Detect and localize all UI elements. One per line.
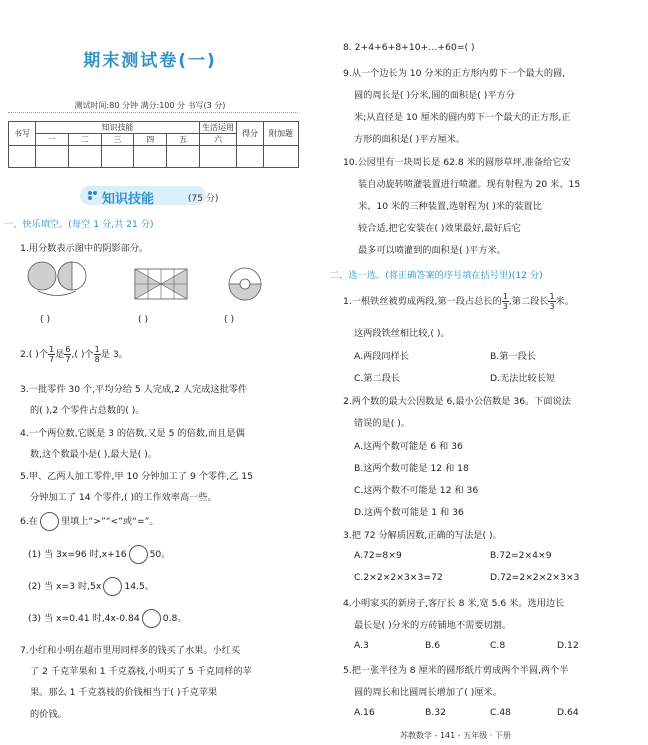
blank-cell — [237, 146, 264, 168]
s4-option-b[interactable]: B.6 — [425, 640, 441, 651]
q7-line-4: 的价钱。 — [30, 709, 67, 720]
s4-option-c[interactable]: C.8 — [490, 640, 506, 651]
part2-heading: 二、选一选。(将正确答案的序号填在括号里)(12 分) — [330, 270, 543, 281]
s2-line-2: 错误的是( )。 — [354, 418, 411, 429]
q5-line-1: 5.甲、乙两人加工零件,甲 10 分钟加工了 9 个零件,乙 15 — [20, 471, 253, 482]
q9-line-2: 圆的周长是( )分米,圆的面积是( )平方分 — [354, 90, 515, 101]
blank-cell — [134, 146, 167, 168]
s1-option-b[interactable]: B.第一段长 — [490, 351, 536, 362]
s2-option-c[interactable]: C.这两个数不可能是 12 和 36 — [354, 485, 479, 496]
cell-col-5: 五 — [167, 134, 200, 146]
s4-line-2: 最长是( )分米的方砖铺地不需要切割。 — [354, 620, 512, 631]
fraction: $\frac{1}{3}$ — [549, 292, 555, 311]
s3-option-b[interactable]: B.72=2×4×9 — [490, 550, 552, 561]
answer-circle[interactable] — [103, 577, 122, 596]
cell-col-2: 二 — [68, 134, 101, 146]
s5-line-1: 5.把一张半径为 8 厘米的圆形纸片剪成两个半圆,两个半 — [343, 665, 569, 676]
q10-line-2: 装自动旋转喷灌装置进行喷灌。现有射程为 20 米、15 — [358, 179, 581, 190]
q7-line-3: 果。那么 1 千克荔枝的价钱相当于( )千克苹果 — [30, 687, 218, 698]
page-footer: 苏教数学 - 141 - 五年级 · 下册 — [400, 731, 511, 740]
s3-option-c[interactable]: C.2×2×2×3×3=72 — [354, 572, 443, 583]
s2-line-1: 2.两个数的最大公因数是 6,最小公倍数是 36。下面说法 — [343, 396, 571, 407]
s4-option-a[interactable]: A.3 — [354, 640, 369, 651]
blank-cell — [101, 146, 134, 168]
q6-1: (1) 当 3x=96 时,x+16 50。 — [28, 545, 170, 564]
answer-circle[interactable] — [142, 609, 161, 628]
blank-cell — [264, 146, 299, 168]
q6-text: 6.在 里填上“>”“<”或“=”。 — [20, 512, 159, 531]
blank-cell — [200, 146, 237, 168]
q2-text: 2.( )个 $\frac{1}{7}$ 是 $\frac{6}{7}$ ,( )个 $\frac{1}{8}$ 是 3。 — [20, 345, 128, 364]
test-meta: 测试时间:80 分钟 满分:100 分 书写(3 分) — [74, 101, 226, 110]
s2-option-a[interactable]: A.这两个数可能是 6 和 36 — [354, 441, 463, 452]
cell-col-3: 三 — [101, 134, 134, 146]
s1-text: 1.一根铁丝被剪成两段,第一段占总长的 $\frac{1}{3}$ ,第二段长 $\frac{1}{3}$ 米。 — [343, 292, 574, 311]
blank-cell — [36, 146, 69, 168]
cell-defen: 得分 — [237, 122, 264, 146]
blank-cell — [68, 146, 101, 168]
s3-line-1: 3.把 72 分解质因数,正确的写法是( )。 — [343, 530, 502, 541]
cell-shuxie: 书写 — [9, 122, 36, 146]
page-title: 期末测试卷(一) — [83, 51, 217, 71]
q10-line-5: 最多可以喷灌到的面积是( )平方米。 — [358, 245, 506, 256]
q8-text: 8. 2+4+6+8+10+…+60=( ) — [343, 42, 475, 53]
q1-text: 1.用分数表示图中的阴影部分。 — [20, 243, 149, 254]
fraction: $\frac{1}{8}$ — [94, 345, 100, 364]
rectangle-figure — [134, 268, 190, 302]
q4-line-2: 数,这个数最小是( ),最大是( )。 — [30, 449, 158, 460]
dotted-divider — [8, 112, 298, 113]
q7-line-1: 7.小红和小明在超市里用同样多的钱买了水果。小红买 — [20, 645, 241, 656]
s4-option-d[interactable]: D.12 — [557, 640, 579, 651]
q1-blank-1[interactable]: ( ) — [40, 314, 51, 325]
part1-heading: 一、快乐填空。(每空 1 分,共 21 分) — [4, 219, 154, 230]
s1-option-a[interactable]: A.两段同样长 — [354, 351, 409, 362]
s5-line-2: 圆的周长和比圆周长增加了( )厘米。 — [354, 687, 502, 698]
s4-line-1: 4.小明家买的新房子,客厅长 8 米,宽 5.6 米。选用边长 — [343, 598, 565, 609]
dot-icon — [88, 196, 92, 200]
cell-col-4: 四 — [134, 134, 167, 146]
cell-col-6: 六 — [200, 134, 237, 146]
q7-line-2: 了 2 千克苹果和 1 千克荔枝,小明买了 5 千克同样的苹 — [30, 666, 252, 677]
s1-option-c[interactable]: C.第二段长 — [354, 373, 401, 384]
cell-zhishi: 知识技能 — [36, 122, 200, 134]
section-title: 知识技能 — [102, 192, 155, 207]
q5-line-2: 分钟加工了 14 个零件,( )的工作效率高一些。 — [30, 492, 217, 503]
answer-circle[interactable] — [40, 512, 59, 531]
q10-line-3: 米、10 米的三种装置,选射程为( )米的装置比 — [358, 201, 542, 212]
s2-option-b[interactable]: B.这两个数可能是 12 和 18 — [354, 463, 469, 474]
s5-option-b[interactable]: B.32 — [425, 707, 446, 718]
q3-line-1: 3.一批零件 30 个,平均分给 5 人完成,2 人完成这批零件 — [20, 384, 248, 395]
blank-cell — [9, 146, 36, 168]
circles-figure — [26, 258, 88, 300]
q10-line-1: 10.公园里有一块周长是 62.8 米的圆形草坪,准备给它安 — [343, 157, 571, 168]
q1-blank-2[interactable]: ( ) — [138, 314, 149, 325]
cell-shenghuo: 生活运用 — [200, 122, 237, 134]
s3-option-a[interactable]: A.72=8×9 — [354, 550, 402, 561]
section-score: (75 分) — [188, 194, 219, 204]
cell-col-1: 一 — [36, 134, 69, 146]
s1-option-d[interactable]: D.无法比较长短 — [490, 373, 556, 384]
q6-3: (3) 当 x=0.41 时,4x-0.84 0.8。 — [28, 609, 187, 628]
score-table — [8, 121, 299, 168]
s5-option-c[interactable]: C.48 — [490, 707, 512, 718]
q9-line-4: 方形的面积是( )平方厘米。 — [354, 134, 466, 145]
s1-line-2: 这两段铁丝相比较,( )。 — [354, 328, 450, 339]
answer-circle[interactable] — [129, 545, 148, 564]
q9-line-3: 米;从直径是 10 厘米的圆内剪下一个最大的正方形,正 — [354, 112, 571, 123]
s5-option-a[interactable]: A.16 — [354, 707, 375, 718]
q6-2: (2) 当 x=3 时,5x 14.5。 — [28, 577, 154, 596]
cell-fujia: 附加题 — [264, 122, 299, 146]
q10-line-4: 较合适,把它安装在( )效果最好,最好后它 — [358, 223, 521, 234]
ring-figure — [226, 266, 264, 302]
dot-icon — [88, 191, 92, 195]
q9-line-1: 9.从一个边长为 10 分米的正方形内剪下一个最大的圆, — [343, 68, 566, 79]
q4-line-1: 4.一个两位数,它既是 3 的倍数,又是 5 的倍数,而且是偶 — [20, 428, 245, 439]
fraction: $\frac{1}{3}$ — [502, 292, 508, 311]
blank-cell — [167, 146, 200, 168]
s3-option-d[interactable]: D.72=2×2×2×3×3 — [490, 572, 580, 583]
s5-option-d[interactable]: D.64 — [557, 707, 579, 718]
s2-option-d[interactable]: D.这两个数可能是 1 和 36 — [354, 507, 464, 518]
dot-icon — [93, 191, 97, 195]
q3-line-2: 的( ),2 个零件占总数的( )。 — [30, 405, 145, 416]
fraction: $\frac{6}{7}$ — [65, 345, 71, 364]
fraction: $\frac{1}{7}$ — [49, 345, 55, 364]
q1-blank-3[interactable]: ( ) — [224, 314, 235, 325]
